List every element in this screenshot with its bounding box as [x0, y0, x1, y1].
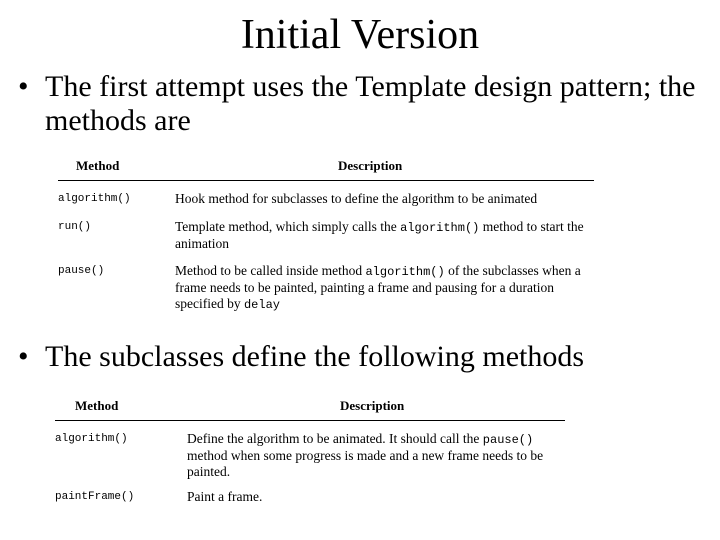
subclass-methods-table: [55, 396, 565, 509]
table-row: [58, 191, 594, 219]
table-row: [58, 219, 594, 263]
header-method: Method: [76, 158, 120, 173]
bullet-dot-icon: •: [18, 70, 29, 103]
table-row: [55, 489, 565, 509]
header-description: Description: [340, 398, 405, 413]
bullet-subclasses: [18, 340, 708, 374]
header-rule: [55, 420, 565, 421]
header-rule: [58, 180, 594, 181]
table-row: [58, 263, 594, 313]
bullet-dot-icon: •: [18, 340, 29, 373]
method-name: algorithm(): [55, 433, 128, 445]
table-header: [58, 156, 594, 176]
method-description: Define the algorithm to be animated. It should call the pause() method when some progress is made and a new frame needs to be painted.: [187, 431, 544, 479]
method-description: Hook method for subclasses to define the algorithm to be animated: [175, 191, 538, 206]
bullet-text: The subclasses define the following methods: [45, 340, 585, 373]
method-description: Paint a frame.: [187, 489, 263, 504]
bullet-text: The first attempt uses the Template design pattern; the methods are: [45, 70, 696, 137]
header-description: Description: [338, 158, 403, 173]
slide-title: Initial Version: [240, 12, 480, 58]
method-description: Method to be called inside method algorithm() of the subclasses when a frame needs to be painted, painting a frame and pausing for a duration specified by delay: [175, 263, 581, 312]
table-row: [55, 431, 565, 489]
method-name: paintFrame(): [55, 491, 135, 503]
table-header: [55, 396, 565, 416]
method-description: Template method, which simply calls the algorithm() method to start the animation: [175, 219, 584, 251]
method-name: run(): [58, 221, 92, 233]
method-name: pause(): [58, 265, 105, 277]
method-name: algorithm(): [58, 193, 131, 205]
template-methods-table: [58, 156, 594, 313]
bullet-first-attempt: [18, 70, 708, 138]
header-method: Method: [75, 398, 119, 413]
